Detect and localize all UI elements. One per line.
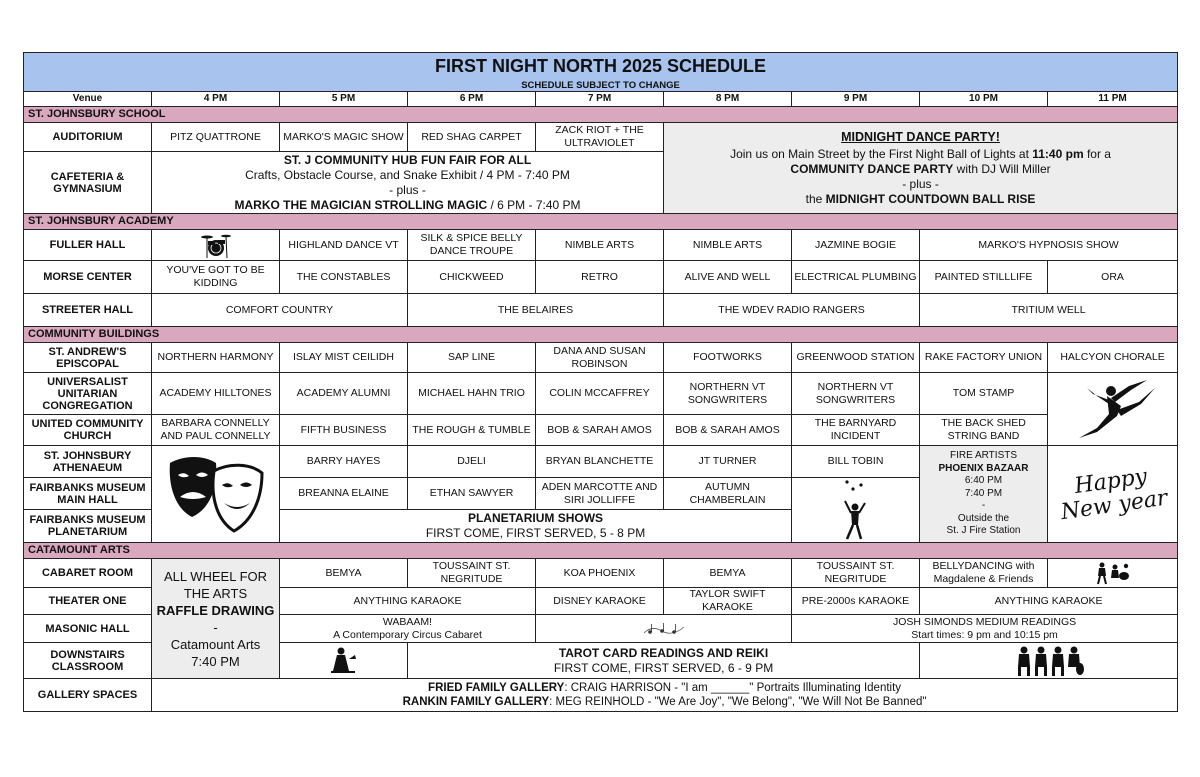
cell-fuller-9pm: JAZMINE BOGIE [792,230,920,261]
midnight-plus: - plus - [902,176,939,191]
header-venue: Venue [24,92,152,107]
raffle-line5: 7:40 PM [191,653,240,669]
planetarium-sub: FIRST COME, FIRST SERVED, 5 - 8 PM [425,526,646,540]
cell-ucc-9pm: THE BARNYARD INCIDENT [792,415,920,446]
cell-athenaeum-8pm: JT TURNER [664,446,792,478]
midnight-line1-pre: Join us on Main Street by the First Night Ball of Lights at [730,146,1033,161]
header-4pm: 4 PM [152,92,280,107]
theater-masks-icon [152,446,280,543]
section-st-johnsbury-school: ST. JOHNSBURY SCHOOL [24,107,1178,123]
cell-fbmain-6pm: ETHAN SAWYER [408,478,536,510]
tarot-reiki [408,643,920,679]
schedule-table [23,52,1178,712]
cell-cabaret-10pm: BELLYDANCING with Magdalene & Friends [920,559,1048,588]
cell-uu-5pm: ACADEMY ALUMNI [280,373,408,415]
cell-cabaret-7pm: KOA PHOENIX [536,559,664,588]
cell-uu-9pm: NORTHERN VT SONGWRITERS [792,373,920,415]
cell-cabaret-6pm: TOUSSAINT ST. NEGRITUDE [408,559,536,588]
cell-cabaret-9pm: TOUSSAINT ST. NEGRITUDE [792,559,920,588]
section-st-johnsbury-academy: ST. JOHNSBURY ACADEMY [24,214,1178,230]
venue-athenaeum: ST. JOHNSBURY ATHENAEUM [24,446,152,478]
venue-cabaret-room: CABARET ROOM [24,559,152,588]
venue-auditorium: AUDITORIUM [24,123,152,152]
cell-ucc-5pm: FIFTH BUSINESS [280,415,408,446]
cell-standrews-10pm: RAKE FACTORY UNION [920,343,1048,373]
tarot-title: TAROT CARD READINGS AND REIKI [558,645,769,660]
cell-morse-7pm: RETRO [536,261,664,294]
header-11pm: 11 PM [1048,92,1178,107]
cell-fuller-5pm: HIGHLAND DANCE VT [280,230,408,261]
cell-theater-9pm: PRE-2000s KARAOKE [792,588,920,615]
section-catamount-arts: CATAMOUNT ARTS [24,543,1178,559]
fire-line2: PHOENIX BAZAAR [938,462,1029,474]
cell-fbmain-8pm: AUTUMN CHAMBERLAIN [664,478,792,510]
venue-fuller-hall: FULLER HALL [24,230,152,261]
cell-standrews-5pm: ISLAY MIST CEILIDH [280,343,408,373]
cell-uu-8pm: NORTHERN VT SONGWRITERS [664,373,792,415]
header-9pm: 9 PM [792,92,920,107]
cell-morse-4pm: YOU'VE GOT TO BE KIDDING [152,261,280,294]
cell-cabaret-5pm: BEMYA [280,559,408,588]
raffle-line3: - [213,619,218,635]
venue-gallery-spaces: GALLERY SPACES [24,679,152,712]
drum-kit-icon [152,230,280,261]
cell-athenaeum-7pm: BRYAN BLANCHETTE [536,446,664,478]
josh-simonds-title: JOSH SIMONDS MEDIUM READINGS [892,615,1077,628]
tarot-sub: FIRST COME, FIRST SERVED, 6 - 9 PM [553,660,774,675]
planetarium-title: PLANETARIUM SHOWS [467,511,604,525]
gallery-exhibits [152,679,1178,712]
section-community-buildings: COMMUNITY BUILDINGS [24,327,1178,343]
midnight-time: 11:40 pm [1032,146,1084,161]
cell-streeter-8pm: THE WDEV RADIO RANGERS [664,294,920,327]
cell-standrews-11pm: HALCYON CHORALE [1048,343,1178,373]
cell-uu-6pm: MICHAEL HAHN TRIO [408,373,536,415]
venue-streeter-hall: STREETER HALL [24,294,152,327]
midnight-community-dance: COMMUNITY DANCE PARTY [790,161,954,176]
cell-auditorium-5pm: MARKO'S MAGIC SHOW [280,123,408,152]
band-silhouette-icon [1048,559,1178,588]
venue-st-andrews: ST. ANDREW'S EPISCOPAL [24,343,152,373]
cell-ucc-7pm: BOB & SARAH AMOS [536,415,664,446]
string-quartet-icon [920,643,1178,679]
midnight-dance-party [664,123,1178,214]
cell-theater-5pm: ANYTHING KARAOKE [280,588,536,615]
cell-uu-10pm: TOM STAMP [920,373,1048,415]
cell-auditorium-7pm: ZACK RIOT + THE ULTRAVIOLET [536,123,664,152]
venue-morse-center: MORSE CENTER [24,261,152,294]
venue-universalist-unitarian: UNIVERSALIST UNITARIAN CONGREGATION [24,373,152,415]
cell-auditorium-6pm: RED SHAG CARPET [408,123,536,152]
cell-athenaeum-9pm: BILL TOBIN [792,446,920,478]
fun-fair [152,152,664,214]
cell-standrews-7pm: DANA AND SUSAN ROBINSON [536,343,664,373]
cell-uu-4pm: ACADEMY HILLTONES [152,373,280,415]
cell-athenaeum-6pm: DJELI [408,446,536,478]
josh-simonds-times: Start times: 9 pm and 10:15 pm [911,628,1058,641]
venue-downstairs-classroom: DOWNSTAIRS CLASSROOM [24,643,152,679]
fried-gallery-text: : CRAIG HARRISON - "I am ______" Portraits Illuminating Identity [564,682,902,694]
cell-morse-5pm: THE CONSTABLES [280,261,408,294]
cell-fuller-7pm: NIMBLE ARTS [536,230,664,261]
header-5pm: 5 PM [280,92,408,107]
cell-morse-10pm: PAINTED STILLLIFE [920,261,1048,294]
fun-fair-plus: - plus - [389,182,426,197]
header-8pm: 8 PM [664,92,792,107]
wabaam-title: WABAAM! [382,615,433,628]
header-7pm: 7 PM [536,92,664,107]
cell-fuller-10pm: MARKO'S HYPNOSIS SHOW [920,230,1178,261]
fun-fair-title: ST. J COMMUNITY HUB FUN FAIR FOR ALL [283,152,532,167]
cell-fuller-8pm: NIMBLE ARTS [664,230,792,261]
happy-new-year-art [1048,446,1178,543]
cell-morse-8pm: ALIVE AND WELL [664,261,792,294]
raffle-line2: RAFFLE DRAWING [156,602,275,618]
cell-auditorium-4pm: PITZ QUATTRONE [152,123,280,152]
cell-morse-6pm: CHICKWEED [408,261,536,294]
header-10pm: 10 PM [920,92,1048,107]
venue-masonic-hall: MASONIC HALL [24,615,152,643]
fire-line4: 7:40 PM [964,487,1003,499]
fire-artists [920,446,1048,543]
raffle-line1: ALL WHEEL FOR THE ARTS [163,568,268,601]
fire-line6: Outside the [957,512,1010,524]
fun-fair-magic-time: / 6 PM - 7:40 PM [487,197,581,212]
midnight-line3-pre: the [805,191,826,206]
cell-fbmain-7pm: ADEN MARCOTTE AND SIRI JOLLIFFE [536,478,664,510]
cell-streeter-4pm: COMFORT COUNTRY [152,294,408,327]
happy-new-year-text: Happy New year [1059,464,1169,526]
cell-theater-10pm: ANYTHING KARAOKE [920,588,1178,615]
cell-morse-9pm: ELECTRICAL PLUMBING [792,261,920,294]
page-subtitle: SCHEDULE SUBJECT TO CHANGE [24,79,1178,92]
cell-theater-8pm: TAYLOR SWIFT KARAOKE [664,588,792,615]
venue-theater-one: THEATER ONE [24,588,152,615]
cell-ucc-6pm: THE ROUGH & TUMBLE [408,415,536,446]
tarot-reader-icon [280,643,408,679]
rankin-gallery-label: RANKIN FAMILY GALLERY [402,696,550,708]
dancer-icon [1048,373,1178,446]
fire-line5: - [981,500,986,512]
cell-streeter-10pm: TRITIUM WELL [920,294,1178,327]
raffle-line4: Catamount Arts [170,636,261,652]
midnight-dj: with DJ Will Miller [953,161,1051,176]
cell-theater-7pm: DISNEY KARAOKE [536,588,664,615]
venue-cafeteria: CAFETERIA & GYMNASIUM [24,152,152,214]
cell-standrews-8pm: FOOTWORKS [664,343,792,373]
cell-cabaret-8pm: BEMYA [664,559,792,588]
cell-fuller-6pm: SILK & SPICE BELLY DANCE TROUPE [408,230,536,261]
midnight-ball-rise: MIDNIGHT COUNTDOWN BALL RISE [825,191,1036,206]
fun-fair-line1: Crafts, Obstacle Course, and Snake Exhibit / 4 PM - 7:40 PM [245,167,570,182]
cell-athenaeum-5pm: BARRY HAYES [280,446,408,478]
cell-ucc-8pm: BOB & SARAH AMOS [664,415,792,446]
fire-line3: 6:40 PM [964,475,1003,487]
midnight-title: MIDNIGHT DANCE PARTY! [841,129,1000,144]
cell-masonic-5pm [280,615,536,643]
venue-fairbanks-planetarium: FAIRBANKS MUSEUM PLANETARIUM [24,510,152,543]
cell-standrews-9pm: GREENWOOD STATION [792,343,920,373]
rankin-gallery-text: : MEG REINHOLD - "We Are Joy", "We Belong", "We Will Not Be Banned" [549,696,927,708]
wabaam-sub: A Contemporary Circus Cabaret [333,628,482,641]
fire-line7: St. J Fire Station [946,525,1021,537]
page-title: FIRST NIGHT NORTH 2025 SCHEDULE [24,53,1178,80]
cell-standrews-6pm: SAP LINE [408,343,536,373]
cell-uu-7pm: COLIN MCCAFFREY [536,373,664,415]
cell-fbmain-5pm: BREANNA ELAINE [280,478,408,510]
venue-fairbanks-main-hall: FAIRBANKS MUSEUM MAIN HALL [24,478,152,510]
planetarium-shows [280,510,792,543]
header-6pm: 6 PM [408,92,536,107]
cell-ucc-10pm: THE BACK SHED STRING BAND [920,415,1048,446]
cell-ucc-4pm: BARBARA CONNELLY AND PAUL CONNELLY [152,415,280,446]
fried-gallery-label: FRIED FAMILY GALLERY [428,682,565,694]
fun-fair-magic: MARKO THE MAGICIAN STROLLING MAGIC [234,197,488,212]
juggler-icon [792,478,920,543]
cell-morse-11pm: ORA [1048,261,1178,294]
venue-united-community-church: UNITED COMMUNITY CHURCH [24,415,152,446]
raffle-drawing [152,559,280,679]
cell-streeter-6pm: THE BELAIRES [408,294,664,327]
fire-line1: FIRE ARTISTS [949,450,1018,462]
cell-standrews-4pm: NORTHERN HARMONY [152,343,280,373]
cell-masonic-9pm [792,615,1178,643]
music-notes-icon [536,615,792,643]
header-row [24,92,1178,107]
midnight-line1-post: for a [1083,146,1111,161]
